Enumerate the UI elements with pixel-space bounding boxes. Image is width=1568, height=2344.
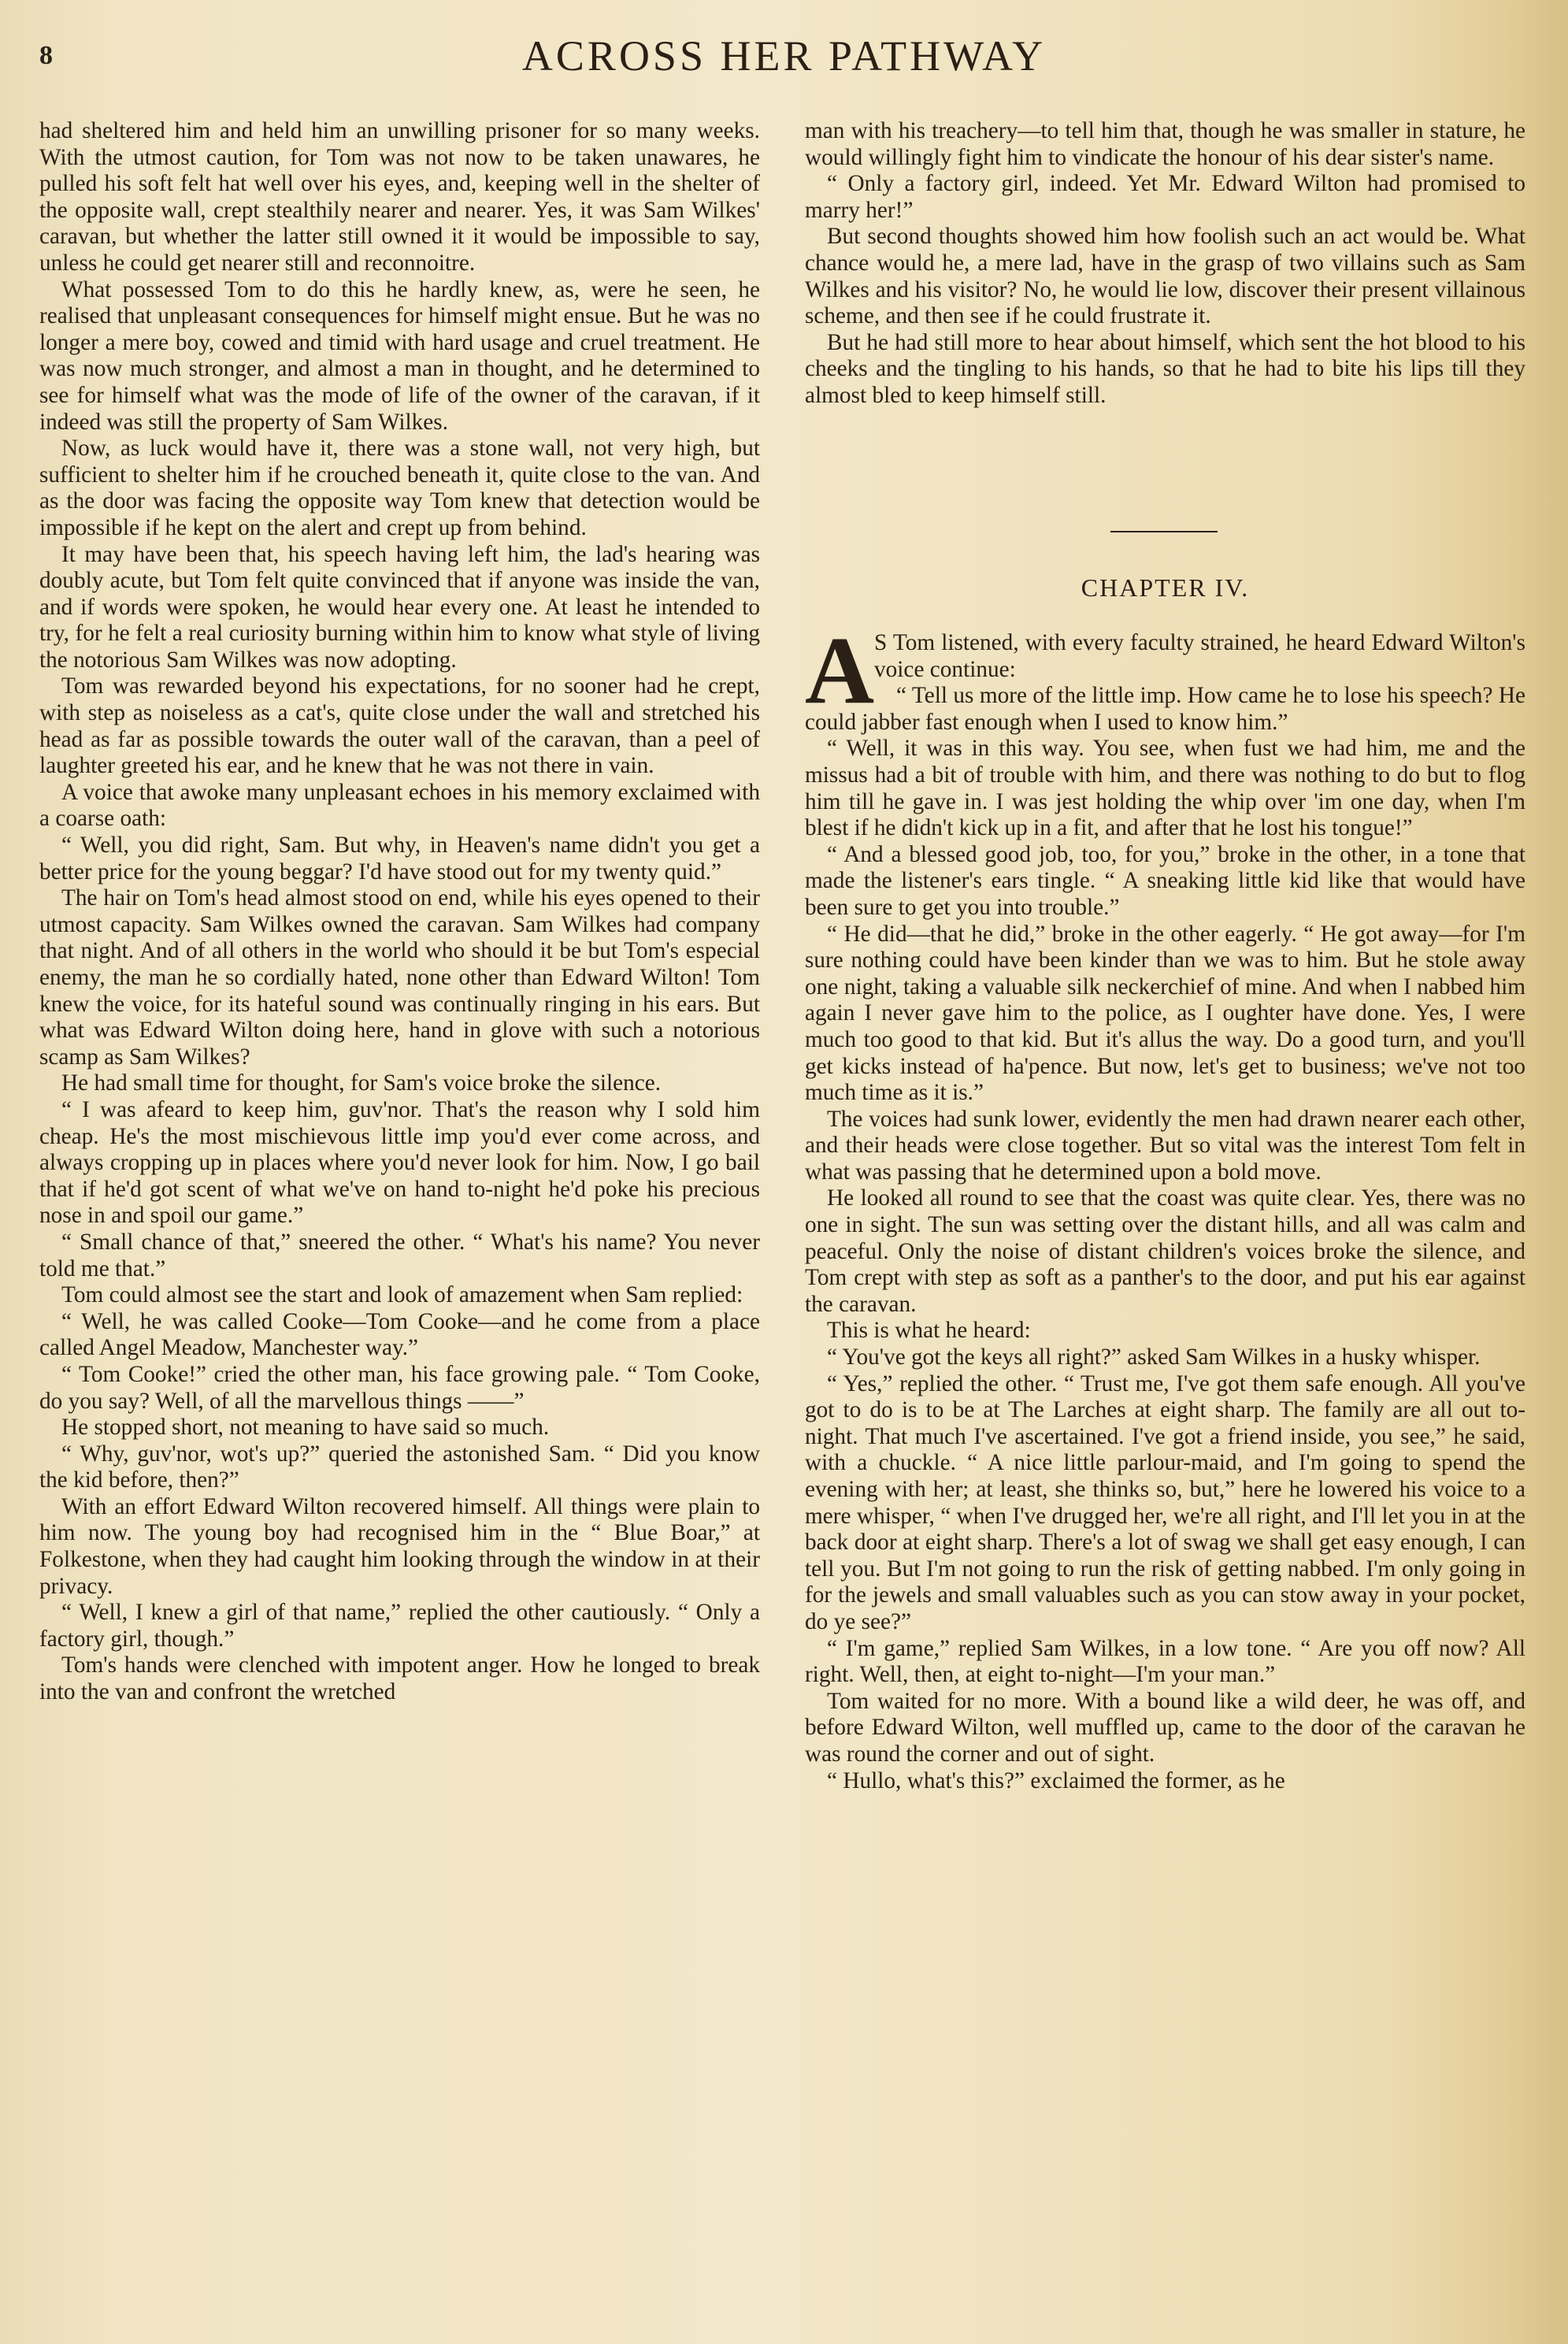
drop-cap: A (805, 618, 875, 724)
paragraph: “ Small chance of that,” sneered the other. “ What's his name? You never told me that.” (39, 1229, 760, 1281)
paragraph: Tom could almost see the start and look of amazement when Sam replied: (61, 1282, 743, 1308)
paragraph: “ Yes,” replied the other. “ Trust me, I've got them safe enough. All you've got to do is to be at The Larches at eight sharp. The family are all out to-night. That much I've ascertained. I've got a friend inside, you see,” he said, with a chuckle. “ A nice little parlour-maid, and I'm going to spend the evening with her; at least, she thinks so, but,” here he lowered his voice to a mere whisper, “ when I've drugged her, we're all right, and I'll let you in at the back door at eight sharp. There's a lot of swag we shall get easy enough, I can tell you. But I'm not going to run the risk of getting nabbed. I'm only going in for the jewels and small valuables such as you can stow away in your pocket, do ye see?” (805, 1370, 1525, 1634)
paragraph: “ Only a factory girl, indeed. Yet Mr. Edward Wilton had promised to marry her!” (805, 171, 1525, 223)
paragraph: “ Why, guv'nor, wot's up?” queried the astonished Sam. “ Did you know the kid before, then?” (39, 1441, 760, 1493)
paragraph: “ I was afeard to keep him, guv'nor. That's the reason why I sold him cheap. He's the most mischievous little imp you'd ever come across, and always cropping up in places where you'd never look for him. Now, I go bail that if he'd got scent of what we've on hand to-night he'd poke his precious nose in and spoil our game.” (39, 1096, 760, 1229)
chapter-body (805, 618, 1525, 1794)
paragraph: “ Tom Cooke!” cried the other man, his face growing pale. “ Tom Cooke, do you say? Well, of all the marvellous things ——” (39, 1361, 760, 1414)
paragraph: He looked all round to see that the coast was quite clear. Yes, there was no one in sight. The sun was setting over the distant hills, and all was calm and peaceful. Only the noise of distant children's voices broke the silence, and Tom crept with step as soft as a panther's to the door, and put his ear against the caravan. (805, 1185, 1525, 1317)
paragraph: “ And a blessed good job, too, for you,” broke in the other, in a tone that made the listener's ears tingle. “ A sneaking little kid like that would have been sure to get you into trouble.” (805, 841, 1525, 920)
paragraph: Now, as luck would have it, there was a stone wall, not very high, but sufficient to shelter him if he crouched beneath it, quite close to the van. And as the door was facing the opposite way Tom knew that detection would be impossible if he kept on the alert and crept up from behind. (39, 436, 760, 540)
paragraph: “ Well, you did right, Sam. But why, in Heaven's name didn't you get a better price for the young beggar? I'd have stood out for my twenty quid.” (39, 833, 760, 885)
paragraph: The hair on Tom's head almost stood on end, while his eyes opened to their utmost capacity. Sam Wilkes owned the caravan. Sam Wilkes had company that night. And of all others in the world who should it be but Tom's especial enemy, the man he so cordially hated, none other than Edward Wilton! Tom knew the voice, for its hateful sound was continually ringing in his ears. But what was Edward Wilton doing here, hand in glove with such a notorious scamp as Sam Wilkes? (39, 885, 760, 1070)
paragraph: He had small time for thought, for Sam's voice broke the silence. (61, 1070, 662, 1096)
paragraph: “ Well, I knew a girl of that name,” replied the other cautiously. “ Only a factory girl, though.” (39, 1600, 760, 1652)
section-divider (1110, 531, 1218, 532)
paragraph: “ Hullo, what's this?” exclaimed the former, as he (827, 1767, 1285, 1793)
paragraph: “ You've got the keys all right?” asked Sam Wilkes in a husky whisper. (827, 1344, 1481, 1370)
paragraph: “ Tell us more of the little imp. How came he to lose his speech? He could jabber fast enough when I used to know him.” (805, 683, 1525, 735)
paragraph: “ Well, he was called Cooke—Tom Cooke—and he come from a place called Angel Meadow, Manchester way.” (39, 1308, 760, 1361)
right-column-top (805, 118, 1525, 410)
paragraph: What possessed Tom to do this he hardly knew, as, were he seen, he realised that unpleasant consequences for himself might ensue. But he was no longer a mere boy, cowed and timid with hard usage and cruel treatment. He was now much stronger, and almost a man in thought, and he determined to see for himself what was the mode of life of the owner of the caravan, if it indeed was still the property of Sam Wilkes. (39, 276, 760, 435)
paragraph: This is what he heard: (827, 1318, 1031, 1344)
paragraph: “ I'm game,” replied Sam Wilkes, in a low tone. “ Are you off now? All right. Well, then, at eight to-night—I'm your man.” (805, 1635, 1525, 1688)
paragraph: But he had still more to hear about himself, which sent the hot blood to his cheeks and the tingling to his hands, so that he had to bite his lips till they almost bled to keep himself still. (805, 329, 1525, 408)
opening-text: S Tom listened, with every faculty strained, he heard Edward Wilton's voice continue: (874, 630, 1525, 682)
paragraph: But second thoughts showed him how foolish such an act would be. What chance would he, a mere lad, have in the grasp of two villains such as Sam Wilkes and his visitor? No, he would lie low, discover their present villainous scheme, and then see if he could frustrate it. (805, 224, 1525, 329)
left-column (39, 118, 760, 1706)
paragraph: “ Well, it was in this way. You see, when fust we had him, me and the missus had a bit of trouble with him, and there was nothing to do but to flog him till he gave in. I was jest holding the whip over 'im one day, when I'm blest if he didn't kick up in a fit, and after that he lost his tongue!” (805, 736, 1525, 841)
paragraph: Tom waited for no more. With a bound like a wild deer, he was off, and before Edward Wilton, well muffled up, came to the door of the caravan he was round the corner and out of sight. (805, 1688, 1525, 1767)
paragraph: Tom was rewarded beyond his expectations, for no sooner had he crept, with step as noiseless as a cat's, quite close under the wall and stretched his head as far as possible towards the outer wall of the caravan, than a peel of laughter greeted his ear, and he knew that he was not there in vain. (39, 673, 760, 779)
page-number: 8 (39, 41, 53, 70)
paragraph: The voices had sunk lower, evidently the men had drawn nearer each other, and their heads were close together. But so vital was the interest Tom felt in what was passing that he determined upon a bold move. (805, 1106, 1525, 1185)
paragraph: With an effort Edward Wilton recovered himself. All things were plain to him now. The young boy had recognised him in the “ Blue Boar,” at Folkestone, when they had caught him looking through the window in at their privacy. (39, 1493, 760, 1599)
paragraph: had sheltered him and held him an unwilling prisoner for so many weeks. With the utmost caution, for Tom was not now to be taken unawares, he pulled his soft felt hat well over his eyes, and, keeping well in the shelter of the opposite wall, crept stealthily nearer and nearer. Yes, it was Sam Wilkes' caravan, but whether the latter still owned it it would be impossible to say, unless he could get nearer still and reconnoitre. (39, 118, 760, 276)
paragraph: A voice that awoke many unpleasant echoes in his memory exclaimed with a coarse oath: (39, 779, 760, 832)
paragraph: “ He did—that he did,” broke in the other eagerly. “ He got away—for I'm sure nothing could have been kinder than we was to him. But he stole away one night, taking a valuable silk neckerchief of mine. And when I nabbed him again I never gave him to the police, as I oughter have done. Yes, I were much too good to that kid. But it's allus the way. Do a good turn, and you'll get kicks instead of ha'pence. But now, let's get to business; we've not too much time as it is.” (805, 921, 1525, 1106)
paragraph: Tom's hands were clenched with impotent anger. How he longed to break into the van and confront the wretched (39, 1652, 760, 1705)
paragraph: It may have been that, his speech having left him, the lad's hearing was doubly acute, but Tom felt quite convinced that if anyone was inside the van, and if words were spoken, he would hear every one. At least he intended to try, for he felt a real curiosity burning within him to know what style of living the notorious Sam Wilkes was now adopting. (39, 541, 760, 673)
paragraph: He stopped short, not meaning to have said so much. (61, 1415, 550, 1441)
chapter-heading: CHAPTER IV. (1081, 573, 1250, 602)
paragraph: man with his treachery—to tell him that, though he was smaller in stature, he would willingly fight him to vindicate the honour of his dear sister's name. (805, 118, 1525, 170)
running-title: ACROSS HER PATHWAY (521, 32, 1047, 80)
